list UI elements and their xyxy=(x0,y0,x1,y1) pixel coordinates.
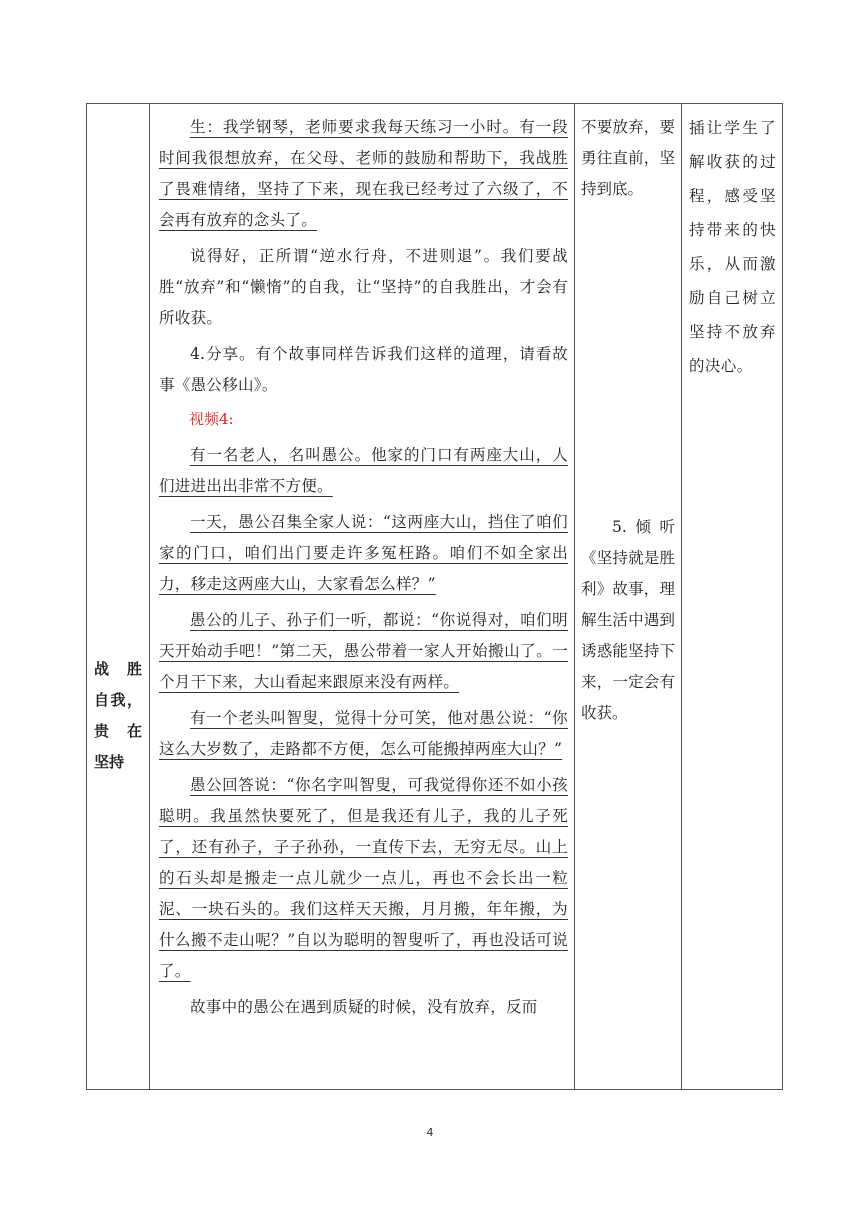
story-paragraph: 愚公的儿子、孙子们一听，都说：“你说得对，咱们明天开始动手吧！”第二天，愚公带着一家人开始搬山了。一个月干下来，大山看起来跟原来没有两样。 xyxy=(159,611,568,691)
design-intent-cell xyxy=(681,104,784,383)
lesson-table xyxy=(86,103,783,1090)
story-paragraph: 故事中的愚公在遇到质疑的时候，没有放弃，反而 xyxy=(190,998,538,1016)
student-activity-listen: 5.倾听《坚持就是胜利》故事，理解生活中遇到诱惑能坚持下来，一定会有收获。 xyxy=(581,518,675,722)
student-activity-top: 不要放弃，要勇往直前，坚持到底。 xyxy=(581,118,675,198)
student-activity-cell xyxy=(574,104,681,722)
stage-label xyxy=(87,654,149,778)
page-number: 4 xyxy=(426,1126,434,1139)
teacher-paragraph: 说得好，正所谓“逆水行舟，不进则退”。我们要战胜“放弃”和“懒惰”的自我，让“坚持”的自我胜出，才会有所收获。 xyxy=(159,247,568,327)
stage-label-line: 自我， xyxy=(94,691,142,709)
column-divider xyxy=(574,104,575,1089)
stage-label-line: 贵 在 xyxy=(94,722,142,740)
story-paragraph: 愚公回答说：“你名字叫智叟，可我觉得你还不如小孩聪明。我虽然快要死了，但是我还有儿子，我的儿子死了，还有孙子，子子孙孙，一直传下去，无穷无尽。山上的石头却是搬走一点儿就少一点儿，再也不会长出一粒泥、一块石头的。我们这样天天搬，月月搬，年年搬，为什么搬不走山呢？”自以为聪明的智叟听了，再也没话可说了。 xyxy=(159,776,568,980)
stage-label-line: 坚持 xyxy=(94,753,125,771)
story-paragraph: 一天，愚公召集全家人说：“这两座大山，挡住了咱们家的门口，咱们出门要走许多冤枉路。咱们不如全家出力，移走这两座大山，大家看怎么样？” xyxy=(159,513,568,593)
story-paragraph: 有一个老头叫智叟，觉得十分可笑，他对愚公说：“你这么大岁数了，走路都不方便，怎么可能搬掉两座大山？” xyxy=(159,709,568,758)
story-paragraph: 有一名老人，名叫愚公。他家的门口有两座大山，人们进进出出非常不方便。 xyxy=(159,446,568,495)
design-intent-text: 插让学生了解收获的过程，感受坚持带来的快乐，从而激励自己树立坚持不放弃的决心。 xyxy=(689,119,776,375)
teacher-activity-cell xyxy=(149,104,574,1028)
video-label: 视频4: xyxy=(189,410,234,428)
stage-label-line: 战 胜 xyxy=(94,660,142,678)
dialogue-paragraph: 生：我学钢琴，老师要求我每天练习一小时。有一段时间我很想放弃，在父母、老师的鼓励和帮助下，我战胜了畏难情绪，坚持了下来，现在我已经考过了六级了，不会再有放弃的念头了。 xyxy=(159,118,568,229)
teacher-paragraph: 4.分享。有个故事同样告诉我们这样的道理，请看故事《愚公移山》。 xyxy=(159,345,568,394)
